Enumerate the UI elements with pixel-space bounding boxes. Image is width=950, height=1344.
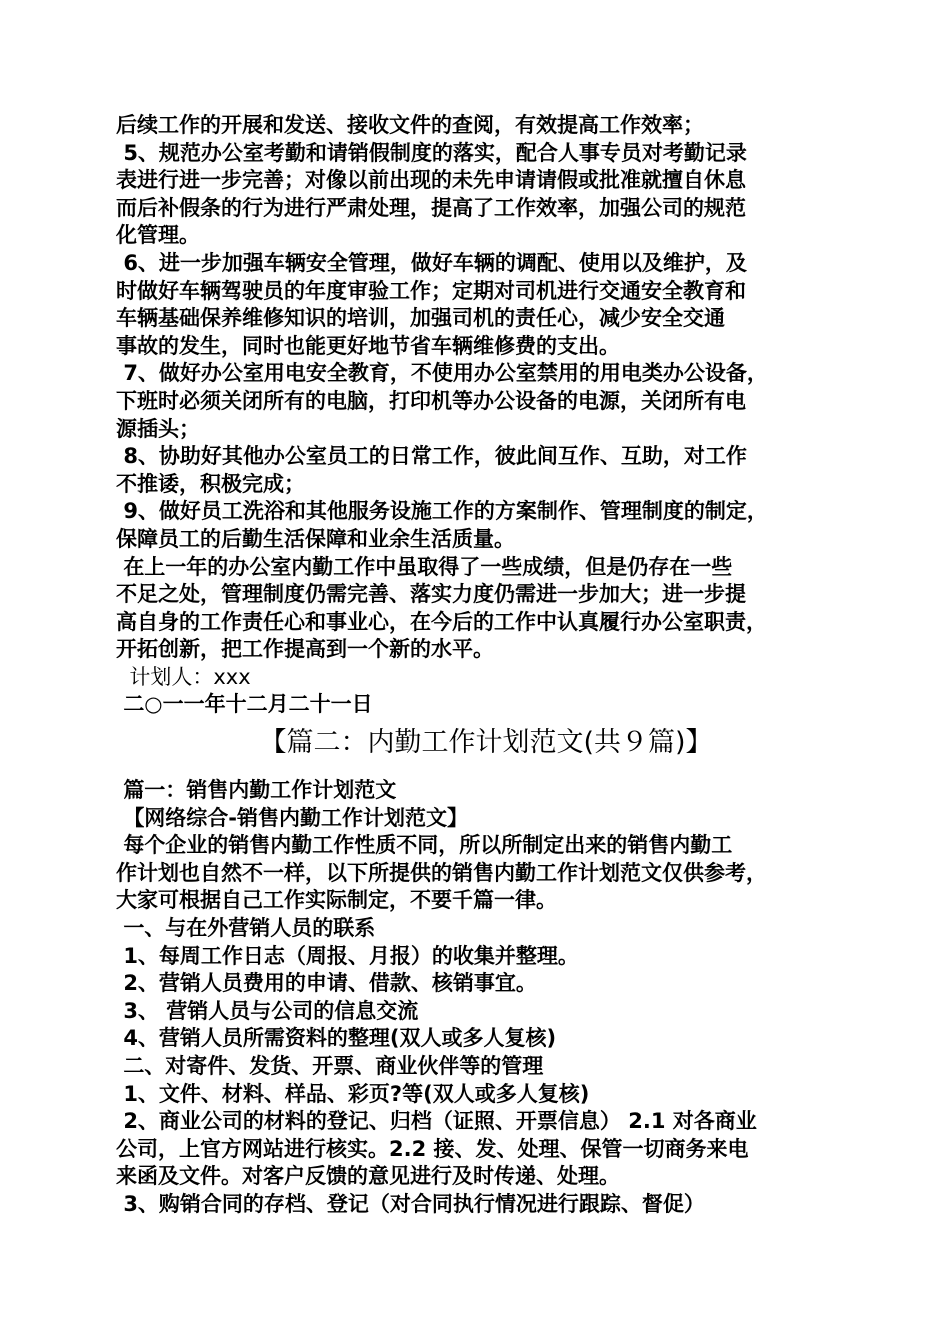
text-line: 4、营销人员所需资料的整理(双人或多人复核) — [116, 1026, 557, 1051]
text-line: 而后补假条的行为进行严肃处理，提高了工作效率，加强公司的规范 — [116, 195, 746, 220]
text-line: 6、进一步加强车辆安全管理，做好车辆的调配、使用以及维护，及 — [116, 250, 747, 275]
text-line: 7、做好办公室用电安全教育，不使用办公室禁用的用电类办公设备， — [116, 361, 768, 386]
text-line: 【网络综合-销售内勤工作计划范文】 — [116, 805, 469, 830]
text-line: 一、与在外营销人员的联系 — [116, 916, 376, 941]
text-line: 1、文件、材料、样品、彩页?等(双人或多人复核) — [116, 1081, 590, 1106]
text-line: 5、规范办公室考勤和请销假制度的落实，配合人事专员对考勤记录 — [116, 140, 747, 165]
text-line: 表进行进一步完善；对像以前出现的未先申请请假或批准就擅自休息 — [116, 168, 746, 193]
text-line: 8、协助好其他办公室员工的日常工作，彼此间互作、互助，对工作 — [116, 444, 747, 469]
text-line: 篇一：销售内勤工作计划范文 — [116, 778, 397, 803]
document-page — [116, 112, 856, 1219]
text-line: 在上一年的办公室内勤工作中虽取得了一些成绩，但是仍存在一些 — [116, 554, 733, 579]
text-line: 公司，上官方网站进行核实。2.2 接、发、处理、保管一切商务来电 — [116, 1136, 749, 1161]
text-line: 二、对寄件、发货、开票、商业伙伴等的管理 — [116, 1054, 544, 1078]
text-line: 3、 营销人员与公司的信息交流 — [116, 998, 419, 1023]
section-part2 — [116, 777, 856, 1219]
text-line: 后续工作的开展和发送、接收文件的查阅，有效提高工作效率； — [116, 113, 704, 137]
text-line: 高自身的工作责任心和事业心，在今后的工作中认真履行办公室职责， — [116, 609, 767, 634]
text-line: 下班时必须关闭所有的电脑，打印机等办公设备的电源，关闭所有电 — [116, 388, 746, 413]
text-line: 大家可根据自己工作实际制定，不要千篇一律。 — [116, 888, 557, 913]
section-heading: 【篇二：内勤工作计划范文(共９篇)】 — [259, 727, 713, 759]
text-line: 事故的发生，同时也能更好地节省车辆维修费的支出。 — [116, 333, 620, 358]
text-line: 2、商业公司的材料的登记、归档（证照、开票信息） 2.1 对各商业 — [116, 1109, 757, 1134]
text-line: 9、做好员工洗浴和其他服务设施工作的方案制作、管理制度的制定， — [116, 499, 768, 524]
text-line: 作计划也自然不一样，以下所提供的销售内勤工作计划范文仅供参考， — [116, 860, 767, 885]
text-line: 开拓创新，把工作提高到一个新的水平。 — [116, 637, 494, 662]
text-line: 化管理。 — [116, 223, 200, 248]
text-line: 源插头； — [116, 416, 200, 441]
planner-line: 计划人：xxx — [116, 664, 251, 689]
text-line: 3、购销合同的存档、登记（对合同执行情况进行跟踪、督促） — [116, 1191, 705, 1216]
section-part1 — [116, 112, 856, 719]
text-line: 不足之处，管理制度仍需完善、落实力度仍需进一步加大；进一步提 — [116, 582, 746, 607]
text-line: 1、每周工作日志（周报、月报）的收集并整理。 — [116, 943, 579, 968]
text-line: 不推诿，积极完成； — [116, 471, 305, 496]
text-line: 保障员工的后勤生活保障和业余生活质量。 — [116, 526, 515, 551]
text-line: 车辆基础保养维修知识的培训，加强司机的责任心，减少安全交通 — [116, 306, 725, 331]
text-line: 每个企业的销售内勤工作性质不同，所以所制定出来的销售内勤工 — [116, 833, 733, 858]
text-line: 时做好车辆驾驶员的年度审验工作；定期对司机进行交通安全教育和 — [116, 278, 746, 303]
text-line: 2、营销人员费用的申请、借款、核销事宜。 — [116, 971, 537, 996]
date-line: 二○一一年十二月二十一日 — [116, 692, 373, 717]
text-line: 来函及文件。对客户反馈的意见进行及时传递、处理。 — [116, 1164, 620, 1189]
